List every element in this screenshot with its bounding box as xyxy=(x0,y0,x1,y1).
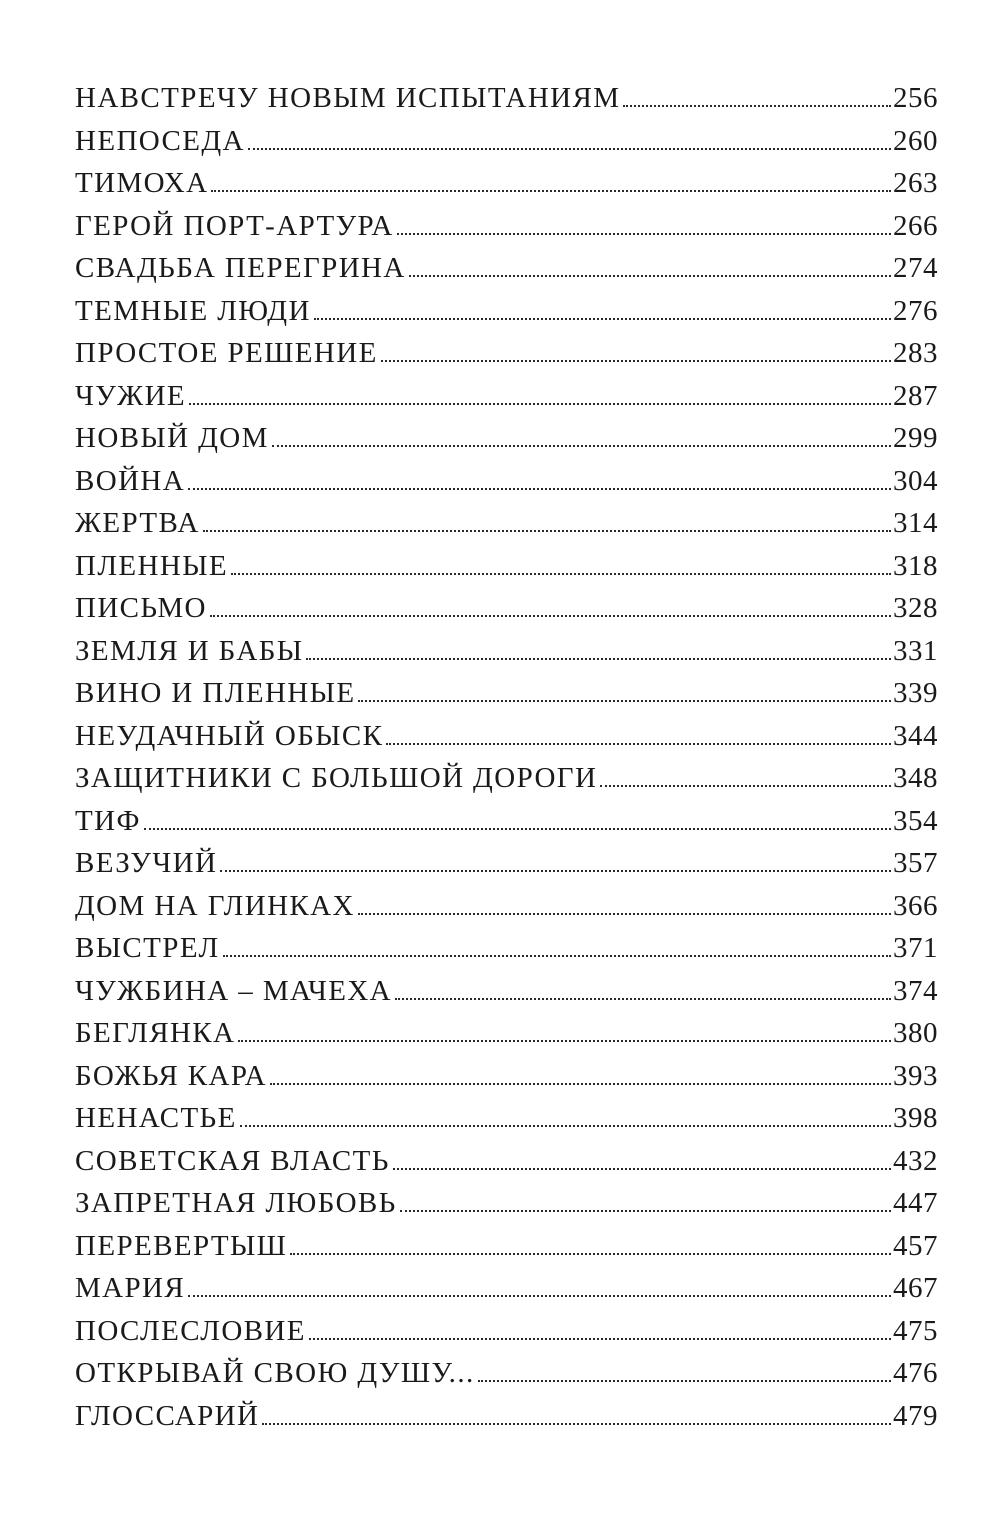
toc-entry xyxy=(75,1055,938,1098)
toc-entry-page: 366 xyxy=(893,889,938,922)
toc-entry xyxy=(75,290,938,333)
toc-entry xyxy=(75,927,938,970)
toc-entry-page: 357 xyxy=(893,847,938,879)
toc-entry-title: БОЖЬЯ КАРА xyxy=(75,1059,268,1092)
toc-entry-page: 476 xyxy=(893,1357,938,1389)
toc-entry xyxy=(75,460,938,503)
toc-entry xyxy=(75,800,938,843)
dot-leader xyxy=(223,955,891,957)
toc-entry xyxy=(75,205,938,248)
toc-entry-page: 344 xyxy=(893,719,938,752)
toc-entry-page: 304 xyxy=(893,464,938,497)
dot-leader xyxy=(358,700,891,702)
toc-entry-title: ВЕЗУЧИЙ xyxy=(75,847,218,879)
dot-leader xyxy=(309,1338,891,1340)
toc-entry-title: ДОМ НА ГЛИНКАХ xyxy=(75,889,355,922)
toc-entry xyxy=(75,332,938,375)
toc-entry-page: 314 xyxy=(893,507,938,539)
toc-entry-page: 380 xyxy=(893,1017,938,1049)
dot-leader xyxy=(231,573,891,575)
toc-entry-page: 398 xyxy=(893,1102,938,1134)
toc-entry-title: ПИСЬМО xyxy=(75,592,207,624)
toc-entry-title: МАРИЯ xyxy=(75,1272,186,1304)
toc-entry-page: 328 xyxy=(893,592,938,624)
toc-entry-title: ПРОСТОЕ РЕШЕНИЕ xyxy=(75,337,378,369)
toc-entry-title: НЕПОСЕДА xyxy=(75,124,245,157)
dot-leader xyxy=(272,445,891,447)
toc-entry-page: 339 xyxy=(893,677,938,709)
toc-entry-page: 354 xyxy=(893,804,938,837)
toc-entry xyxy=(75,1352,938,1395)
toc-entry xyxy=(75,672,938,715)
toc-entry-title: ПОСЛЕСЛОВИЕ xyxy=(75,1314,306,1347)
toc-entry xyxy=(75,715,938,758)
toc-entry-title: НАВСТРЕЧУ НОВЫМ ИСПЫТАНИЯМ xyxy=(75,82,621,114)
dot-leader xyxy=(623,105,891,107)
toc-entry-page: 374 xyxy=(893,974,938,1007)
dot-leader xyxy=(188,488,891,490)
toc-entry xyxy=(75,77,938,120)
toc-entry xyxy=(75,1310,938,1353)
toc-entry-page: 318 xyxy=(893,549,938,582)
dot-leader xyxy=(358,913,891,915)
dot-leader xyxy=(188,1295,891,1297)
toc-entry-title: ЗАПРЕТНАЯ ЛЮБОВЬ xyxy=(75,1187,397,1219)
toc-entry xyxy=(75,120,938,163)
dot-leader xyxy=(238,1040,891,1042)
dot-leader xyxy=(395,998,891,1000)
toc-entry xyxy=(75,417,938,460)
toc-entry-title: СВАДЬБА ПЕРЕГРИНА xyxy=(75,252,406,284)
toc-entry xyxy=(75,1097,938,1140)
dot-leader xyxy=(211,190,891,192)
toc-entry-title: ПЛЕННЫЕ xyxy=(75,549,229,582)
toc-entry-title: ЖЕРТВА xyxy=(75,507,200,539)
toc-entry-page: 283 xyxy=(893,337,938,369)
dot-leader xyxy=(478,1380,891,1382)
toc-entry xyxy=(75,587,938,630)
toc-entry-title: НЕНАСТЬЕ xyxy=(75,1102,237,1134)
dot-leader xyxy=(144,828,891,830)
toc-entry-page: 287 xyxy=(893,379,938,412)
toc-entry-title: ВЫСТРЕЛ xyxy=(75,932,220,964)
toc-entry-page: 274 xyxy=(893,252,938,284)
toc-entry-page: 467 xyxy=(893,1272,938,1304)
dot-leader xyxy=(220,870,891,872)
dot-leader xyxy=(240,1125,891,1127)
toc-entry xyxy=(75,1182,938,1225)
toc-entry-page: 447 xyxy=(893,1187,938,1219)
dot-leader xyxy=(189,403,891,405)
toc-entry xyxy=(75,970,938,1013)
toc-entry xyxy=(75,630,938,673)
toc-entry-page: 276 xyxy=(893,294,938,327)
toc-entry-page: 479 xyxy=(893,1399,938,1432)
toc-entry-title: ТИФ xyxy=(75,804,141,837)
toc-entry-page: 299 xyxy=(893,422,938,454)
toc-entry xyxy=(75,545,938,588)
dot-leader xyxy=(397,233,891,235)
toc-entry-title: ПЕРЕВЕРТЫШ xyxy=(75,1229,288,1262)
toc-entry-title: ТЕМНЫЕ ЛЮДИ xyxy=(75,294,311,327)
toc-entry xyxy=(75,1267,938,1310)
toc-entry-title: ЧУЖИЕ xyxy=(75,379,187,412)
dot-leader xyxy=(290,1253,891,1255)
toc-entry-title: ОТКРЫВАЙ СВОЮ ДУШУ... xyxy=(75,1357,475,1389)
toc-entry-title: ГЛОССАРИЙ xyxy=(75,1399,260,1432)
toc-entry-title: НЕУДАЧНЫЙ ОБЫСК xyxy=(75,719,384,752)
toc-entry-page: 475 xyxy=(893,1314,938,1347)
table-of-contents xyxy=(75,77,938,1437)
dot-leader xyxy=(381,360,891,362)
toc-entry xyxy=(75,757,938,800)
toc-entry xyxy=(75,842,938,885)
dot-leader xyxy=(270,1083,891,1085)
toc-entry-page: 432 xyxy=(893,1144,938,1177)
toc-entry xyxy=(75,1140,938,1183)
dot-leader xyxy=(314,318,891,320)
dot-leader xyxy=(393,1168,891,1170)
toc-entry-title: ВИНО И ПЛЕННЫЕ xyxy=(75,677,356,709)
toc-entry-title: ТИМОХА xyxy=(75,167,209,199)
dot-leader xyxy=(600,785,891,787)
dot-leader xyxy=(400,1210,891,1212)
dot-leader xyxy=(210,615,891,617)
toc-entry xyxy=(75,502,938,545)
dot-leader xyxy=(306,658,891,660)
toc-entry-title: ЗАЩИТНИКИ С БОЛЬШОЙ ДОРОГИ xyxy=(75,762,598,794)
toc-entry-page: 371 xyxy=(893,932,938,964)
toc-entry-page: 260 xyxy=(893,124,938,157)
dot-leader xyxy=(248,148,891,150)
toc-entry xyxy=(75,1225,938,1268)
dot-leader xyxy=(262,1423,891,1425)
toc-entry-page: 393 xyxy=(893,1059,938,1092)
toc-entry-title: СОВЕТСКАЯ ВЛАСТЬ xyxy=(75,1144,390,1177)
toc-entry xyxy=(75,375,938,418)
dot-leader xyxy=(386,743,891,745)
toc-entry xyxy=(75,247,938,290)
dot-leader xyxy=(409,275,891,277)
toc-entry-page: 348 xyxy=(893,762,938,794)
toc-entry-title: БЕГЛЯНКА xyxy=(75,1017,236,1049)
toc-entry-title: ЧУЖБИНА – МАЧЕХА xyxy=(75,974,393,1007)
toc-entry-page: 331 xyxy=(893,634,938,667)
dot-leader xyxy=(203,530,891,532)
toc-entry-page: 263 xyxy=(893,167,938,199)
toc-entry-title: ЗЕМЛЯ И БАБЫ xyxy=(75,634,304,667)
toc-entry xyxy=(75,162,938,205)
toc-entry-page: 457 xyxy=(893,1229,938,1262)
toc-entry-title: ВОЙНА xyxy=(75,464,186,497)
toc-entry-page: 266 xyxy=(893,209,938,242)
toc-entry-title: НОВЫЙ ДОМ xyxy=(75,422,269,454)
toc-entry xyxy=(75,1395,938,1438)
toc-entry xyxy=(75,1012,938,1055)
toc-entry-page: 256 xyxy=(893,82,938,114)
toc-entry-title: ГЕРОЙ ПОРТ-АРТУРА xyxy=(75,209,394,242)
toc-entry xyxy=(75,885,938,928)
